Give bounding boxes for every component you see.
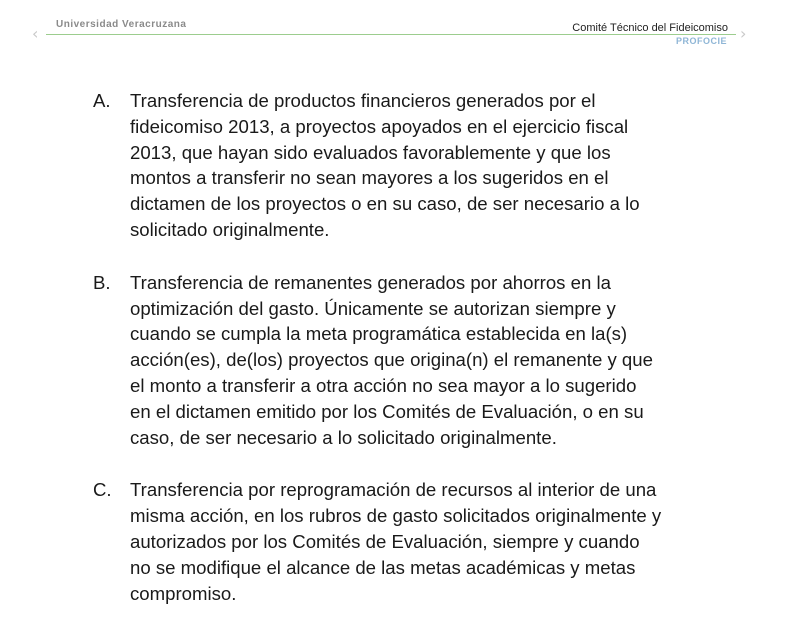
list-item-line: en el dictamen emitido por los Comités de Evaluación, o en su bbox=[130, 400, 644, 422]
list-item-line: misma acción, en los rubros de gasto solicitados originalmente y bbox=[130, 505, 662, 527]
list-item-line: compromiso. bbox=[130, 582, 237, 604]
list-item-line: optimización del gasto. Únicamente se autorizan siempre y bbox=[130, 297, 616, 319]
page-header bbox=[0, 0, 791, 60]
list-item-line: caso, de ser necesario a lo solicitado originalmente. bbox=[130, 426, 557, 448]
list-item-b bbox=[93, 270, 773, 451]
list-item-line: 2013, que hayan sido evaluados favorablemente y que los bbox=[130, 141, 611, 163]
list-item-line: Transferencia de productos financieros generados por el bbox=[130, 90, 596, 111]
left-chevron-icon: ‹ bbox=[32, 24, 39, 43]
list-item-a bbox=[93, 88, 773, 243]
list-marker: B. bbox=[93, 271, 111, 293]
list-item-line: Transferencia de remanentes generados por ahorros en la bbox=[130, 271, 611, 293]
list-item-line: autorizados por los Comités de Evaluación, siempre y cuando bbox=[130, 530, 640, 552]
list-item-line: solicitado originalmente. bbox=[130, 218, 330, 240]
header-divider bbox=[46, 34, 736, 35]
program-name: PROFOCIE bbox=[675, 36, 727, 46]
list-item-line: acción(es), de(los) proyectos que origina(n) el remanente y que bbox=[130, 349, 653, 371]
document-body bbox=[93, 88, 773, 633]
list-item-line: montos a transferir no sean mayores a los sugeridos en el bbox=[130, 167, 609, 189]
list-marker: C. bbox=[93, 479, 112, 501]
list-marker: A. bbox=[93, 90, 111, 111]
list-item-line: fideicomiso 2013, a proyectos apoyados en el ejercicio fiscal bbox=[130, 115, 629, 137]
list-item-line: Transferencia por reprogramación de recursos al interior de una bbox=[130, 479, 657, 501]
list-item-line: el monto a transferir a otra acción no sea mayor a lo sugerido bbox=[130, 374, 637, 396]
list-item-c bbox=[93, 477, 773, 606]
right-chevron-icon: › bbox=[740, 24, 747, 43]
committee-title: Comité Técnico del Fideicomiso bbox=[572, 22, 728, 34]
university-logo: Universidad Veracruzana bbox=[56, 19, 187, 30]
list-item-line: no se modifique el alcance de las metas académicas y metas bbox=[130, 556, 636, 578]
list-item-line: cuando se cumpla la meta programática establecida en la(s) bbox=[130, 323, 628, 345]
list-item-line: dictamen de los proyectos o en su caso, de ser necesario a lo bbox=[130, 193, 640, 215]
